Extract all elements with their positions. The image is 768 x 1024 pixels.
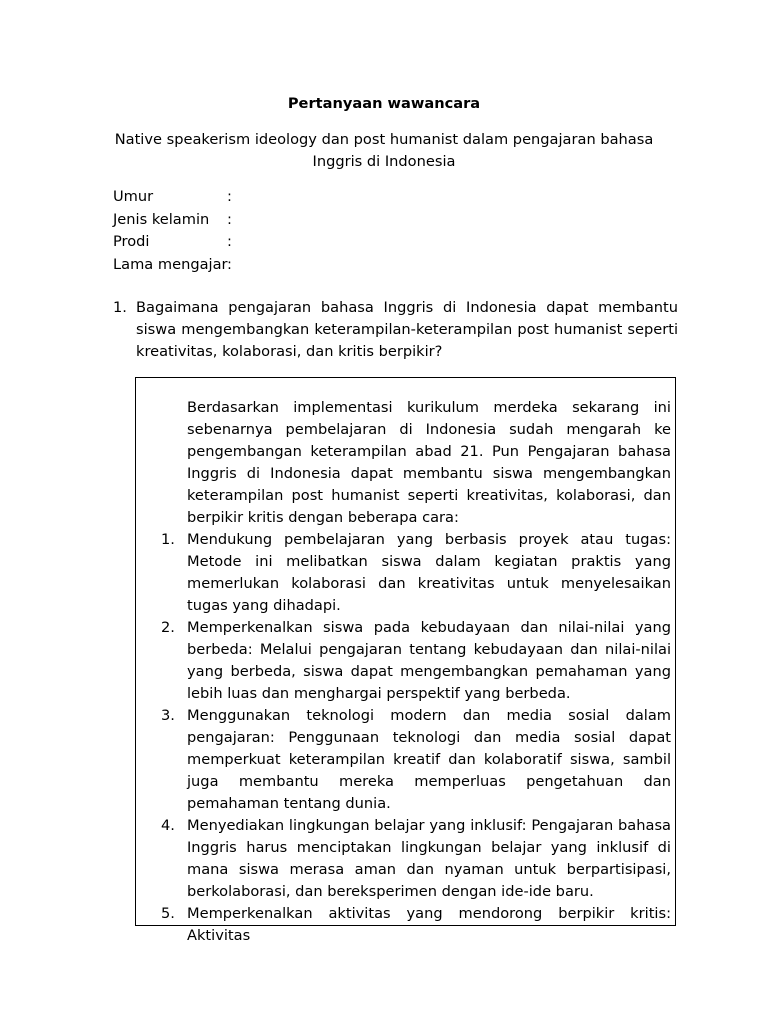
point-text: Memperkenalkan aktivitas yang mendorong berpikir kritis: Aktivitas [187,905,671,944]
field-separator: : [227,210,232,228]
answer-intro: Berdasarkan implementasi kurikulum merdeka sekarang ini sebenarnya pembelajaran di Indonesia sudah mengarah ke pengembangan keterampilan abad 21. Pun Pengajaran bahasa Inggris di Indonesia dapat membantu siswa mengembangkan keterampilan post humanist seperti kreativitas, kolaborasi, dan berpikir kritis dengan beberapa cara: [187,399,671,526]
point-text: Menggunakan teknologi modern dan media sosial dalam pengajaran: Penggunaan teknologi dan media sosial dapat memperkuat keterampilan kreatif dan kolaboratif siswa, sambil juga membantu mereka memperluas pengetahuan dan pemahaman tentang dunia. [187,707,671,812]
field-prodi [113,231,232,254]
question-number: 1. [113,299,127,316]
answer-point [161,617,671,705]
field-label: Prodi [113,233,150,251]
point-number: 5. [161,905,175,922]
field-jenis-kelamin [113,209,232,232]
point-number: 3. [161,707,175,724]
point-text: Mendukung pembelajaran yang berbasis proyek atau tugas: Metode ini melibatkan siswa dalam kegiatan praktis yang memerlukan kolaborasi dan kreativitas untuk menyelesaikan tugas yang dihadapi. [187,531,671,614]
field-label: Jenis kelamin [113,210,210,228]
point-text: Menyediakan lingkungan belajar yang inklusif: Pengajaran bahasa Inggris harus menciptakan lingkungan belajar yang inklusif di mana siswa merasa aman dan nyaman untuk berpartisipasi, berkolaborasi, dan bereksperimen dengan ide-ide baru. [187,817,671,900]
answer-box [135,377,676,944]
field-separator: : [227,255,232,273]
answer-point [161,705,671,815]
question-1 [113,297,678,363]
answer-point [161,815,671,903]
answer-content [161,397,671,947]
question-text: Bagaimana pengajaran bahasa Inggris di Indonesia dapat membantu siswa mengembangkan keterampilan-keterampilan post humanist seperti kreativitas, kolaborasi, dan kritis berpikir? [136,299,678,360]
field-lama-mengajar [113,254,232,277]
field-label: Umur [113,188,154,205]
point-text: Memperkenalkan siswa pada kebudayaan dan nilai-nilai yang berbeda: Melalui pengajaran tentang kebudayaan dan nilai-nilai yang berbeda, siswa dapat mengembangkan pemahaman yang lebih luas dan menghargai perspektif yang berbeda. [187,619,671,702]
point-number: 4. [161,817,175,834]
answer-point [161,903,671,947]
point-number: 2. [161,619,175,636]
point-number: 1. [161,531,175,548]
document-subtitle: Native speakerism ideology dan post humanist dalam pengajaran bahasa Inggris di Indonesia [114,131,654,170]
document-title: Pertanyaan wawancara [287,95,481,112]
field-umur [113,186,232,209]
field-label: Lama mengajar [113,255,228,273]
field-separator: : [227,188,232,205]
field-separator: : [227,233,232,251]
answer-point [161,529,671,617]
respondent-fields [113,186,232,276]
answer-points [161,529,671,947]
